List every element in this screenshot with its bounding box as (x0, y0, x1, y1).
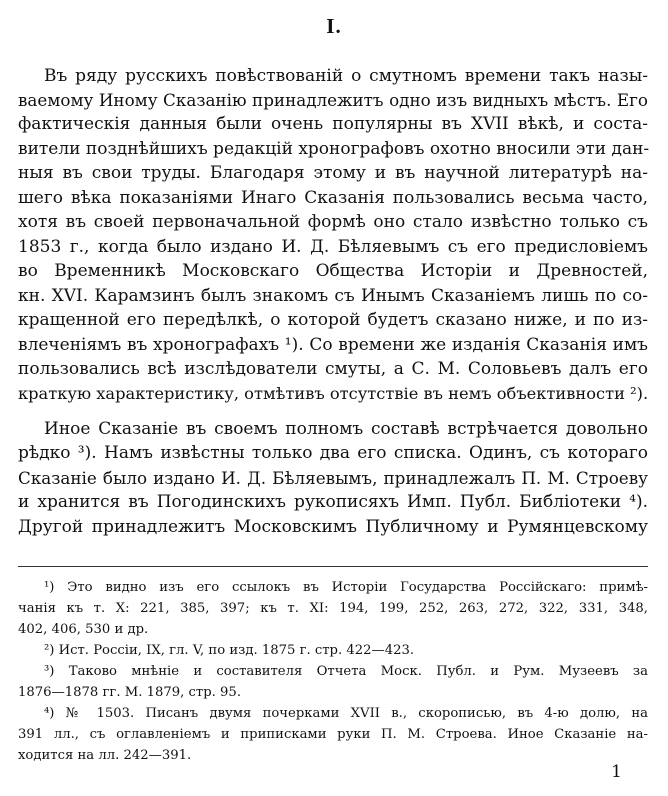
footnote-line: ²) Ист. Россіи, IX, гл. V, по изд. 1875 г. стр. 422—423. (44, 643, 415, 658)
body-text-line: во Временникѣ Московскаго Общества Исторіи и Древностей, (18, 261, 648, 281)
body-text-line: фактическія данныя были очень популярны въ XVII вѣкѣ, и состa- (18, 114, 648, 134)
body-text-line: рѣдко ³). Намъ извѣстны только два его списка. Одинъ, съ котораго (18, 443, 648, 463)
footnote-line: ходится на лл. 242—391. (18, 748, 192, 763)
body-text-line: влеченіямъ въ хронографахъ ¹). Со времени же изданія Сказанія имъ (18, 335, 648, 355)
body-text-line: Другой принадлежитъ Московскимъ Публичному и Румянцевскому (18, 517, 648, 537)
footnote-divider (18, 566, 648, 567)
body-text-line: хотя въ своей первоначальной формѣ оно стало извѣстно только съ (18, 212, 648, 232)
footnote-line: 391 лл., съ оглавленіемъ и приписками руки П. М. Строева. Иное Сказаніе на- (18, 727, 648, 742)
body-text-line: Иное Сказаніе въ своемъ полномъ составѣ встрѣчается довольно (44, 419, 648, 439)
footnote-line: ⁴) № 1503. Писанъ двумя почерками XVII в., скорописью, въ 4-ю долю, на (44, 706, 648, 721)
footnote-line: 402, 406, 530 и др. (18, 622, 149, 637)
body-text-line: кращенной его передѣлкѣ, о которой будетъ сказано ниже, и по из- (18, 310, 648, 330)
footnote-line: ¹) Это видно изъ его ссылокъ въ Исторіи Государства Россійскаго: примѣ- (44, 580, 648, 595)
footnote-line: ³) Таково мнѣніе и составителя Отчета Моск. Публ. и Рум. Музеевъ за (44, 664, 648, 679)
body-text-line: краткую характеристику, отмѣтивъ отсутствіе въ немъ объективности ²). (18, 384, 649, 403)
body-text-line: вители позднѣйшихъ редакцій хронографовъ охотно вносили эти дан- (18, 139, 650, 159)
page-number: 1 (611, 762, 622, 782)
chapter-heading: I. (326, 14, 342, 38)
footnote-line: 1876—1878 гг. М. 1879, стр. 95. (18, 685, 242, 700)
body-text-line: пользовались всѣ изслѣдователи смуты, а С. М. Соловьевъ далъ его (18, 359, 648, 379)
body-text-line: и хранится въ Погодинскихъ рукописяхъ Имп. Публ. Библіотеки ⁴). (18, 492, 648, 512)
body-text-line: кн. XVI. Карамзинъ былъ знакомъ съ Инымъ Сказаніемъ лишь по со- (18, 286, 648, 306)
body-text-line: Въ ряду русскихъ повѣствованій о смутномъ времени такъ назы- (44, 66, 648, 86)
body-text-line: ваемому Иному Сказанію принадлежитъ одно изъ видныхъ мѣстъ. Его (18, 90, 648, 110)
footnote-line: чанія къ т. X: 221, 385, 397; къ т. XI: 194, 199, 252, 263, 272, 322, 331, 348, (18, 601, 648, 616)
body-text-line: шего вѣка показаніями Инаго Сказанія пользовались весьма часто, (18, 188, 648, 208)
body-text-line: 1853 г., когда было издано И. Д. Бѣляевымъ съ его предисловіемъ (18, 237, 648, 257)
body-text-line: Сказаніе было издано И. Д. Бѣляевымъ, принадлежалъ П. М. Строеву (18, 468, 648, 488)
body-text-line: ныя въ свои труды. Благодаря этому и въ научной литературѣ на- (18, 163, 648, 183)
